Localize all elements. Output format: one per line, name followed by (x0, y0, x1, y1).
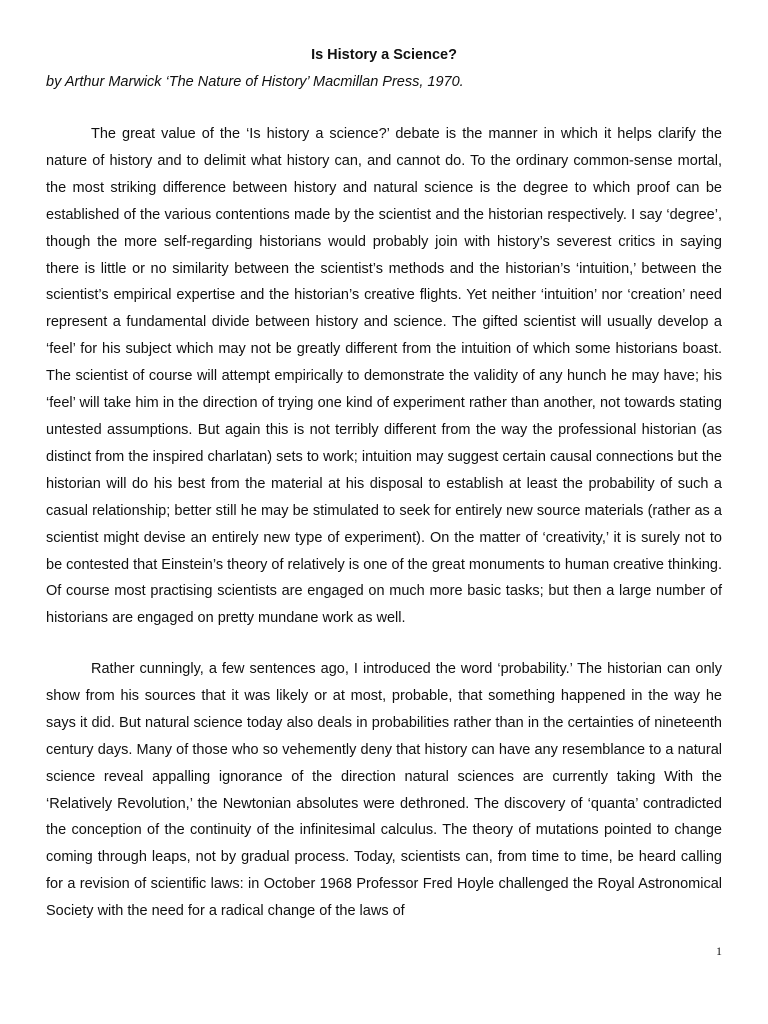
byline-prefix: by (46, 74, 62, 90)
byline-source: Arthur Marwick ‘The Nature of History’ Macmillan Press, 1970. (64, 74, 464, 90)
paragraph-2: Rather cunningly, a few sentences ago, I introduced the word ‘probability.’ The historian can only show from his sources that it was likely or at most, probable, that something happened in the way he says it did. But natural science today also deals in probabilities rather than in the certainties of nineteenth century days. Many of those who so vehemently deny that history can have any resemblance to a natural science reveal appalling ignorance of the direction natural sciences are currently taking With the ‘Relatively Revolution,’ the Newtonian absolutes were dethroned. The discovery of ‘quanta’ contradicted the conception of the continuity of the infinitesimal calculus. The theory of mutations pointed to change coming through leaps, not by gradual process. Today, scientists can, from time to time, be heard calling for a revision of scientific laws: in October 1968 Professor Fred Hoyle challenged the Royal Astronomical Society with the need for a radical change of the laws of (46, 661, 722, 920)
document-title: Is History a Science? (311, 47, 457, 63)
paragraph-1: The great value of the ‘Is history a science?’ debate is the manner in which it helps clarify the nature of history and to delimit what history can, and cannot do. To the ordinary common-sense mortal, the most striking difference between history and natural science is the degree to which proof can be established of the various contentions made by the scientist and the historian respectively. I say ‘degree’, though the more self-regarding historians would probably join with history’s severest critics in saying there is little or no similarity between the scientist’s methods and the historian’s ‘intuition,’ between the scientist’s empirical expertise and the historian’s creative flights. Yet neither ‘intuition’ nor ‘creation’ need represent a fundamental divide between history and science. The gifted scientist will usually develop a ‘feel’ for his subject which may not be greatly different from the intuition of which some historians boast. The scientist of course will attempt empirically to demonstrate the validity of any hunch he may have; his ‘feel’ will take him in the direction of trying one kind of experiment rather than another, not towards stating untested assumptions. But again this is not terribly different from the way the professional historian (as distinct from the inspired charlatan) sets to work; intuition may suggest certain causal connections but the historian will do his best from the material at his disposal to establish at least the probability of such a casual relationship; better still he may be stimulated to seek for entirely new source materials (rather as a scientist might devise an entirely new type of experiment). On the matter of ‘creativity,’ it is surely not to be contested that Einstein’s theory of relatively is one of the great monuments to human creative thinking. Of course most practising scientists are engaged on much more basic tasks; but then a large number of historians are engaged on pretty mundane work as well. (46, 126, 722, 627)
page-number: 1 (716, 944, 722, 958)
body-section-1 (46, 121, 722, 632)
byline (46, 73, 464, 91)
body-section-2 (46, 656, 722, 925)
